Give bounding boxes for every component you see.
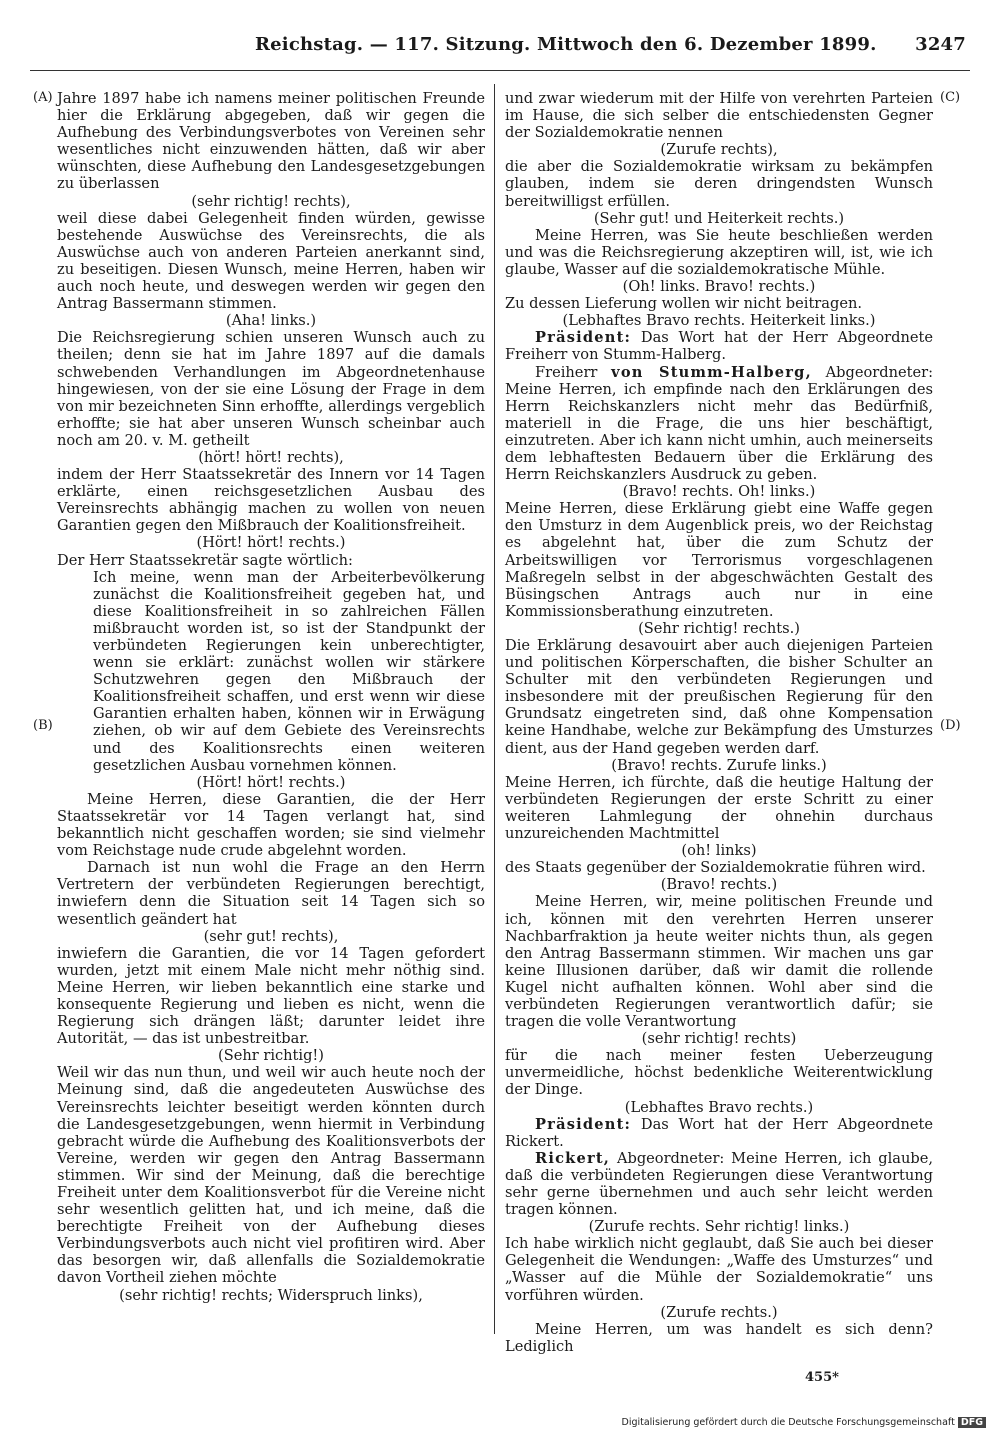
paragraph: Die Reichsregierung schien unseren Wunsch auch zu theilen; denn sie hat im Jahre 1897 auf die damals schwebenden Verhandlungen im Abgeordnetenhause hingewiesen, von der sie eine Lösung der Frage in dem von mir bezeichneten Sinn erhoffte, allerdings vergeblich erhoffte; sie hat aber unseren Wunsch scheinbar auch noch am 20. v. M. getheilt — [57, 329, 485, 449]
page-header — [255, 34, 970, 58]
interjection: (Zurufe rechts.) — [660, 1303, 778, 1321]
speech-text: Abgeordneter: Meine Herren, ich glaube, daß die verbündeten Regierungen diese Verantwortung sehr gerne übernehmen und auch sehr leicht werden tragen können. — [505, 1149, 933, 1219]
interjection: (sehr gut! rechts), — [203, 927, 339, 945]
speaker-name: von Stumm-Halberg, — [611, 363, 812, 381]
block-quote: Ich meine, wenn man der Arbeiterbevölkerung zunächst die Koalitionsfreiheit gegeben hat, und diese Koalitionsfreiheit in so zahlreichen Fällen mißbraucht worden ist, so ist der Standpunkt der verbündeten Regierungen kein unberechtigter, wenn sie erklärt: zunächst wollen wir stärkere Schutzwehren gegen den Mißbrauch der Koalitionsfreiheit schaffen, und erst wenn wir diese Garantien erhalten haben, können wir in Erwägung ziehen, ob wir auf dem Gebiete des Vereinsrechts und des Koalitionsrechts einen weiteren gesetzlichen Ausbau vornehmen können. — [93, 568, 485, 774]
speaker-name: Präsident: — [535, 329, 632, 347]
page-number: 3247 — [915, 34, 966, 55]
paragraph: Zu dessen Lieferung wollen wir nicht beitragen. — [505, 295, 863, 313]
header-rule — [30, 70, 970, 71]
interjection: (Sehr gut! und Heiterkeit rechts.) — [593, 209, 845, 227]
speaker-title: Freiherr — [535, 363, 598, 381]
paragraph: Meine Herren, diese Erklärung giebt eine Waffe gegen den Umsturz in dem Augenblick preis, wo der Reichstag es abgelehnt hat, über die zum Schutz der Arbeitswilligen vor Terrorismus vorgeschlagenen Maßregeln selbst in der abgeschwächten Gestalt des Büsingschen Antrags auch nur in eine Kommissionsberathung einzutreten. — [505, 500, 933, 620]
interjection: (Bravo! rechts. Oh! links.) — [622, 483, 816, 501]
paragraph: Der Herr Staatssekretär sagte wörtlich: — [57, 551, 353, 569]
left-column — [57, 90, 485, 1304]
margin-marker-b: (B) — [33, 718, 53, 733]
paragraph: für die nach meiner festen Ueberzeugung unvermeidliche, höchst bedenkliche Weiterentwicklung der Dinge. — [505, 1047, 933, 1099]
speaker-paragraph — [505, 364, 933, 484]
speech-text: Das Wort hat der Herr Abgeordnete Freiherr von Stumm-Halberg. — [505, 329, 933, 364]
speaker-name: Präsident: — [535, 1115, 632, 1133]
speaker-paragraph — [505, 329, 933, 363]
interjection: (Zurufe rechts), — [660, 141, 778, 159]
paragraph: inwiefern die Garantien, die vor 14 Tagen gefordert wurden, jetzt mit einem Male nicht mehr nöthig sind. Meine Herren, wir lieben bekanntlich eine starke und konsequente Regierung und lieben es nicht, wenn die Regierung sich drängen läßt; darunter leidet ihre Autorität, — das ist unbestreitbar. — [57, 944, 485, 1048]
interjection: (sehr richtig! rechts) — [641, 1030, 797, 1048]
interjection: (Bravo! rechts. Zurufe links.) — [611, 756, 827, 774]
interjection: (Zurufe rechts. Sehr richtig! links.) — [588, 1218, 850, 1236]
paragraph: die aber die Sozialdemokratie wirksam zu bekämpfen glauben, indem sie deren dringendsten Wunsch bereitwilligst erfüllen. — [505, 158, 933, 210]
speech-text: Das Wort hat der Herr Abgeordnete Rickert. — [505, 1115, 933, 1150]
interjection: (Lebhaftes Bravo rechts. Heiterkeit links.) — [562, 312, 876, 330]
interjection: (sehr richtig! rechts; Widerspruch links), — [119, 1286, 423, 1304]
paragraph: Meine Herren, wir, meine politischen Freunde und ich, können mit den verehrten Herren unserer Nachbarfraktion ja heute weiter nichts thun, als gegen den Antrag Bassermann stimmen. Wir machen uns gar keine Illusionen darüber, daß wir damit die rollende Kugel nicht aufhalten können. Wohl aber sind die verbündeten Regierungen verantwortlich dafür; sie tragen die volle Verantwortung — [505, 893, 933, 1031]
margin-marker-d: (D) — [940, 718, 961, 733]
interjection: (Sehr richtig! rechts.) — [638, 619, 800, 637]
paragraph: Darnach ist nun wohl die Frage an den Herrn Vertretern der verbündeten Regierungen berechtigt, inwiefern denn die Situation seit 14 Tagen sich so wesentlich geändert hat — [57, 859, 485, 928]
interjection: (Hört! hört! rechts.) — [196, 773, 346, 791]
speech-text: Abgeordneter: Meine Herren, ich empfinde nach den Erklärungen des Herrn Reichskanzlers nicht mehr das Bedürfniß, materiell in die Frage, die uns hier beschäftigt, einzutreten. Aber ich kann nicht umhin, auch meinerseits dem lebhaftesten Bedauern über die Erklärung des Herrn Reichskanzlers Ausdruck zu geben. — [505, 363, 934, 484]
paragraph: Meine Herren, was Sie heute beschließen werden und was die Reichsregierung akzeptiren will, ist, wie ich glaube, Wasser auf die sozialdemokratische Mühle. — [505, 226, 933, 278]
interjection: (Bravo! rechts.) — [660, 876, 778, 894]
speaker-paragraph — [505, 1116, 933, 1150]
header-title: Reichstag. — 117. Sitzung. Mittwoch den 6. Dezember 1899. — [255, 34, 877, 55]
interjection: (Lebhaftes Bravo rechts.) — [624, 1098, 814, 1116]
paragraph: und zwar wiederum mit der Hilfe von verehrten Parteien im Hause, die sich selber die entschiedensten Gegner der Sozialdemokratie nennen — [505, 90, 933, 142]
speaker-name: Rickert, — [535, 1149, 611, 1167]
paragraph: Meine Herren, ich fürchte, daß die heutige Haltung der verbündeten Regierungen der erste Schritt zu einer weiteren Lahmlegung der ohnehin durchaus unzureichenden Machtmittel — [505, 773, 933, 843]
interjection: (sehr richtig! rechts), — [191, 192, 351, 210]
speaker-paragraph — [505, 1150, 933, 1218]
paragraph: weil diese dabei Gelegenheit finden würden, gewisse bestehende Auswüchse des Vereinsrechts, die als Auswüchse auch von anderen Parteien anerkannt sind, zu beseitigen. Diesen Wunsch, meine Herren, haben wir auch noch heute, und deswegen werden wir gegen den Antrag Bassermann stimmen. — [57, 209, 485, 313]
paragraph: Die Erklärung desavouirt aber auch diejenigen Parteien und politischen Körperschaften, die bisher Schulter an Schulter mit den verbündeten Regierungen und insbesondere mit der preußischen Regierung für den Grundsatz eingetreten sind, daß ohne Kompensation keine Handhabe, welche zur Bekämpfung des Umsturzes dient, aus der Hand gegeben werden darf. — [505, 637, 933, 757]
interjection: (hört! hört! rechts), — [198, 448, 344, 466]
footer-text: Digitalisierung gefördert durch die Deutsche Forschungsgemeinschaft — [621, 1417, 955, 1428]
margin-marker-c: (C) — [940, 90, 961, 105]
dfg-logo: DFG — [958, 1417, 986, 1428]
paragraph: des Staats gegenüber der Sozialdemokratie führen wird. — [505, 859, 926, 877]
paragraph: Meine Herren, um was handelt es sich denn? Lediglich — [505, 1320, 933, 1355]
interjection: (Aha! links.) — [225, 312, 317, 330]
column-divider — [494, 84, 495, 1334]
paragraph: Jahre 1897 habe ich namens meiner politischen Freunde hier die Erklärung abgegeben, daß wir gegen die Aufhebung des Verbindungsverbotes von Vereinen sehr wesentliches nicht einzuwenden hätten, daß wir aber wünschten, diese Aufhebung den Landesgesetzgebungen zu überlassen — [57, 90, 485, 193]
right-column — [505, 90, 933, 1355]
interjection: (Sehr richtig!) — [218, 1047, 324, 1065]
interjection: (Oh! links. Bravo! rechts.) — [622, 278, 816, 296]
interjection: (Hört! hört! rechts.) — [196, 534, 346, 552]
digitization-footer — [622, 1417, 987, 1428]
interjection: (oh! links) — [681, 842, 757, 860]
paragraph: Ich habe wirklich nicht geglaubt, daß Sie auch bei dieser Gelegenheit die Wendungen: „Waffe des Umsturzes“ und „Wasser auf die Mühle der Sozialdemokratie“ uns vorführen würden. — [505, 1235, 933, 1304]
paragraph: indem der Herr Staatssekretär des Innern vor 14 Tagen erklärte, einen reichsgesetzlichen Ausbau des Vereinsrechts abhängig machen zu wollen von neuen Garantien gegen den Mißbrauch der Koalitionsfreiheit. — [57, 466, 485, 535]
margin-marker-a: (A) — [33, 90, 53, 105]
signature-mark: 455* — [805, 1370, 839, 1385]
paragraph: Meine Herren, diese Garantien, die der Herr Staatssekretär vor 14 Tagen verlangt hat, sind bekanntlich nicht geschaffen worden; sie sind vielmehr vom Reichstage nude crude abgelehnt worden. — [57, 790, 485, 860]
paragraph: Weil wir das nun thun, und weil wir auch heute noch der Meinung sind, daß die angedeuteten Auswüchse des Vereinsrechts leichter beseitigt werden könnten durch die Landesgesetzgebungen, wenn hiermit in Verbindung gebracht würde die Aufhebung des Koalitionsverbots der Vereine, werden wir gegen den Antrag Bassermann stimmen. Wir sind der Meinung, daß die berechtige Freiheit unter dem Koalitionsverbot für die Vereine nicht sehr wesentlich gelitten hat, und ich meine, daß die berechtigte Freiheit von der Aufhebung dieses Verbindungsverbots auch nicht viel profitiren wird. Aber das besorgen wir, daß allenfalls die Sozialdemokratie davon Vortheil ziehen möchte — [57, 1064, 485, 1287]
